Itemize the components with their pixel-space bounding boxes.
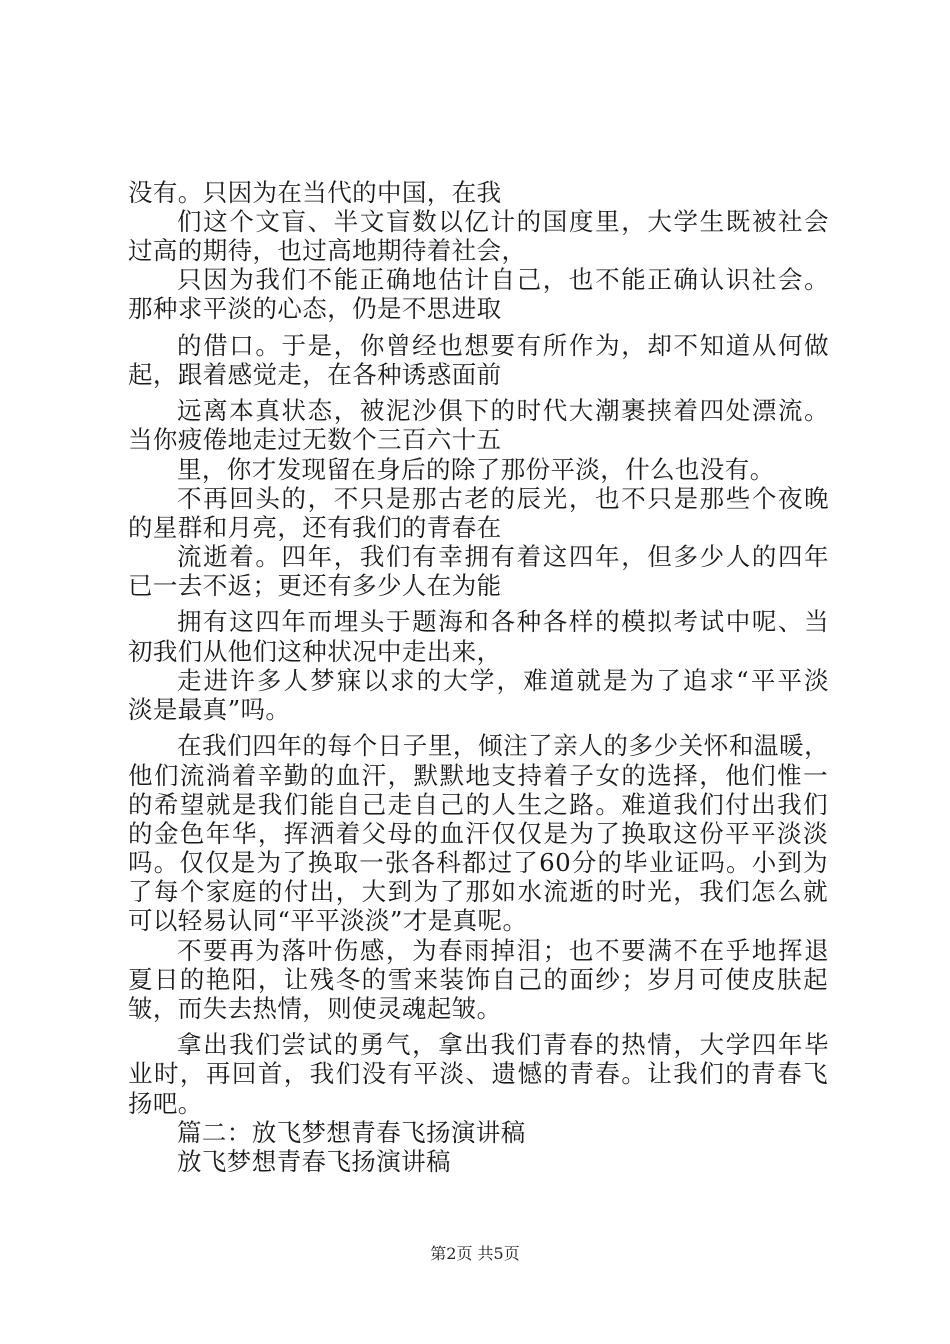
text-line: 不要再为落叶伤感，为春雨掉泪；也不要满不在乎地挥退 bbox=[177, 936, 829, 965]
text-line: 吗。仅仅是为了换取一张各科都过了60分的毕业证吗。小到为 bbox=[128, 848, 828, 877]
text-line: 过高的期待，也过高地期待着社会， bbox=[128, 236, 527, 265]
text-line: 皱，而失去热情，则使灵魂起皱。 bbox=[128, 994, 502, 1023]
text-line: 拿出我们尝试的勇气，拿出我们青春的热情，大学四年毕 bbox=[177, 1030, 829, 1059]
text-line: 已一去不返；更还有多少人在为能 bbox=[128, 571, 502, 600]
text-line: 们这个文盲、半文盲数以亿计的国度里，大学生既被社会 bbox=[177, 207, 829, 236]
text-line: 在我们四年的每个日子里，倾注了亲人的多少关怀和温暖， bbox=[177, 731, 829, 760]
text-line: 可以轻易认同“平平淡淡”才是真呢。 bbox=[128, 906, 528, 935]
text-line: 不再回头的，不只是那古老的辰光，也不只是那些个夜晚 bbox=[177, 484, 829, 513]
text-line: 那种求平淡的心态，仍是不思进取 bbox=[128, 294, 502, 323]
text-line: 没有。只因为在当代的中国，在我 bbox=[128, 178, 502, 207]
text-line: 初我们从他们这种状况中走出来， bbox=[128, 637, 502, 666]
section-title: 放飞梦想青春飞扬演讲稿 bbox=[177, 1147, 451, 1176]
text-line: 走进许多人梦寐以求的大学，难道就是为了追求“平平淡 bbox=[177, 666, 829, 695]
text-line: 远离本真状态，被泥沙俱下的时代大潮裹挟着四处漂流。 bbox=[177, 396, 829, 425]
text-line: 的星群和月亮，还有我们的青春在 bbox=[128, 513, 502, 542]
text-line: 的金色年华，挥洒着父母的血汗仅仅是为了换取这份平平淡淡 bbox=[128, 819, 828, 848]
text-line: 只因为我们不能正确地估计自己，也不能正确认识社会。 bbox=[177, 265, 829, 294]
text-line: 淡是最真”吗。 bbox=[128, 695, 291, 724]
text-line: 扬吧。 bbox=[128, 1089, 203, 1118]
text-line: 流逝着。四年，我们有幸拥有着这四年，但多少人的四年 bbox=[177, 542, 829, 571]
text-line: 拥有这四年而埋头于题海和各种各样的模拟考试中呢、当 bbox=[177, 607, 829, 636]
text-line: 里，你才发现留在身后的除了那份平淡，什么也没有。 bbox=[177, 455, 775, 484]
text-line: 了每个家庭的付出，大到为了那如水流逝的时光，我们怎么就 bbox=[128, 877, 828, 906]
page-number-footer: 第2页 共5页 bbox=[430, 1244, 520, 1263]
text-line: 当你疲倦地走过无数个三百六十五 bbox=[128, 425, 502, 454]
section-heading: 篇二：放飞梦想青春飞扬演讲稿 bbox=[177, 1118, 526, 1147]
text-line: 夏日的艳阳，让残冬的雪来装饰自己的面纱；岁月可使皮肤起 bbox=[128, 965, 828, 994]
text-line: 的借口。于是，你曾经也想要有所作为，却不知道从何做 bbox=[177, 331, 829, 360]
text-line: 他们流淌着辛勤的血汗，默默地支持着子女的选择，他们惟一 bbox=[128, 761, 828, 790]
text-line: 起，跟着感觉走，在各种诱惑面前 bbox=[128, 360, 502, 389]
text-line: 业时，再回首，我们没有平淡、遗憾的青春。让我们的青春飞 bbox=[128, 1059, 828, 1088]
text-line: 的希望就是我们能自己走自己的人生之路。难道我们付出我们 bbox=[128, 790, 828, 819]
